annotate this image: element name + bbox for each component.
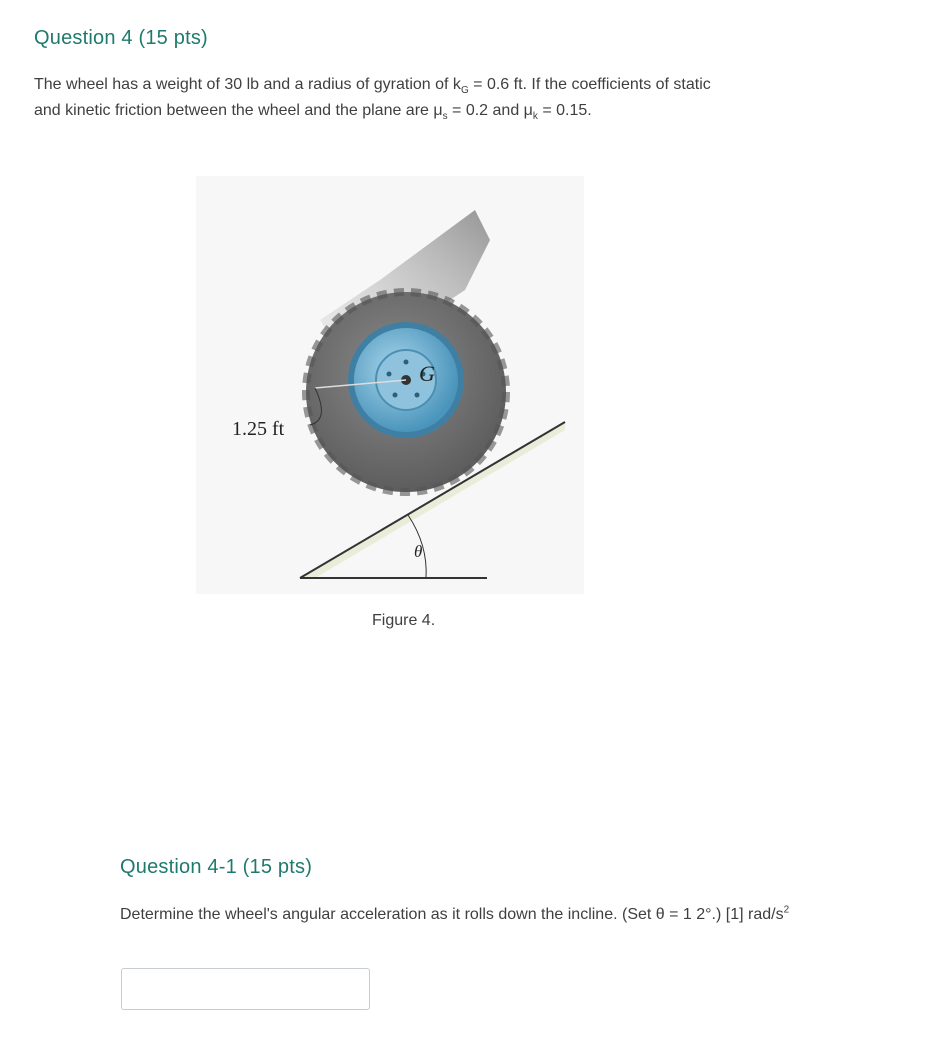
question-4-text: The wheel has a weight of 30 lb and a radius of gyration of $k_G = 0.6$ ft. If the coefficients of static and kinetic friction between the wheel and the plane are $\mu_s = 0.2$ and $\mu_k = 0.15$. bbox=[34, 76, 711, 123]
center-label-g: G bbox=[419, 361, 435, 386]
question-4-title: Question 4 (15 pts) bbox=[34, 27, 208, 49]
figure-caption: Figure 4. bbox=[372, 612, 436, 629]
wheel-figure bbox=[190, 170, 590, 600]
angle-label: θ bbox=[414, 542, 423, 561]
question-4-1-title: Question 4-1 (15 pts) bbox=[120, 856, 313, 878]
wheel-diagram bbox=[190, 170, 590, 600]
answer-input[interactable] bbox=[121, 968, 370, 1010]
question-4-1-text: Determine the wheel's angular acceleration as it rolls down the incline. (Set θ = 1 2°.) [1] rad/$s^2$ bbox=[120, 904, 790, 923]
radius-label: 1.25 ft bbox=[232, 418, 285, 440]
